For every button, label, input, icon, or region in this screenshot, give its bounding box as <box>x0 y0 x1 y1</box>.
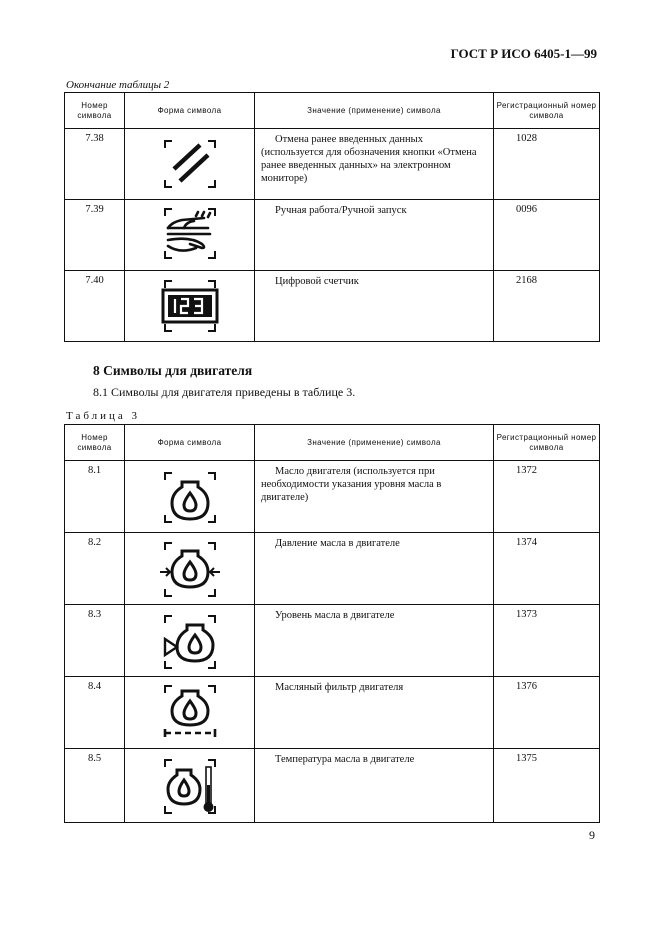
table-row <box>65 129 600 200</box>
table2-caption: Окончание таблицы 2 <box>66 79 170 91</box>
document-header: ГОСТ Р ИСО 6405-1—99 <box>450 46 597 61</box>
symbol-regnum: 2168 <box>494 271 600 342</box>
table-row <box>65 677 600 749</box>
table-row <box>65 749 600 823</box>
symbol-meaning: Ручная работа/Ручной запуск <box>255 200 494 271</box>
table-row <box>65 605 600 677</box>
col-header-regnum: Регистрационный номер символа <box>494 93 600 129</box>
table-row <box>65 200 600 271</box>
col-header-meaning: Значение (применение) символа <box>255 93 494 129</box>
symbol-number: 8.1 <box>65 461 125 533</box>
symbol-regnum: 1373 <box>494 605 600 677</box>
symbol-meaning: Давление масла в двигателе <box>255 533 494 605</box>
col-header-shape: Форма символа <box>125 93 255 129</box>
section-text: 8.1 Символы для двигателя приведены в таблице 3. <box>93 385 356 399</box>
symbol-regnum: 1376 <box>494 677 600 749</box>
engine-oil-pressure-icon <box>158 539 222 599</box>
table-row <box>65 533 600 605</box>
symbol-regnum: 1028 <box>494 129 600 200</box>
col-header-regnum: Регистрационный номер символа <box>494 425 600 461</box>
table-row <box>65 271 600 342</box>
symbol-number: 8.2 <box>65 533 125 605</box>
col-header-meaning: Значение (применение) символа <box>255 425 494 461</box>
cancel-data-icon <box>160 135 220 193</box>
symbol-regnum: 0096 <box>494 200 600 271</box>
engine-oil-filter-icon <box>159 683 221 743</box>
engine-oil-level-icon <box>159 611 221 671</box>
manual-hand-icon <box>160 206 220 264</box>
symbol-number: 8.5 <box>65 749 125 823</box>
symbol-meaning: Температура масла в двигателе <box>255 749 494 823</box>
symbol-number: 8.3 <box>65 605 125 677</box>
symbol-number: 7.39 <box>65 200 125 271</box>
symbol-number: 7.40 <box>65 271 125 342</box>
table-row <box>65 461 600 533</box>
symbol-meaning: Цифровой счетчик <box>255 271 494 342</box>
engine-oil-icon <box>160 467 220 527</box>
symbol-meaning: Уровень масла в двигателе <box>255 605 494 677</box>
symbol-regnum: 1375 <box>494 749 600 823</box>
symbol-meaning: Отмена ранее введенных данных (используется для обозначения кнопки «Отмена ранее введенных данных» на электронном мониторе) <box>255 129 494 200</box>
table3-caption: Таблица 3 <box>66 410 141 422</box>
digital-counter-icon <box>160 277 220 335</box>
engine-oil-temperature-icon <box>159 755 221 817</box>
page-number: 9 <box>589 828 595 842</box>
col-header-number: Номер символа <box>65 93 125 129</box>
col-header-number: Номер символа <box>65 425 125 461</box>
section-title: 8 Символы для двигателя <box>93 363 253 378</box>
symbol-number: 8.4 <box>65 677 125 749</box>
symbol-number: 7.38 <box>65 129 125 200</box>
symbol-meaning: Масляный фильтр двигателя <box>255 677 494 749</box>
table-2 <box>64 92 600 342</box>
symbol-regnum: 1374 <box>494 533 600 605</box>
table-3 <box>64 424 600 823</box>
symbol-meaning: Масло двигателя (используется при необходимости указания уровня масла в двигателе) <box>255 461 494 533</box>
symbol-regnum: 1372 <box>494 461 600 533</box>
col-header-shape: Форма символа <box>125 425 255 461</box>
